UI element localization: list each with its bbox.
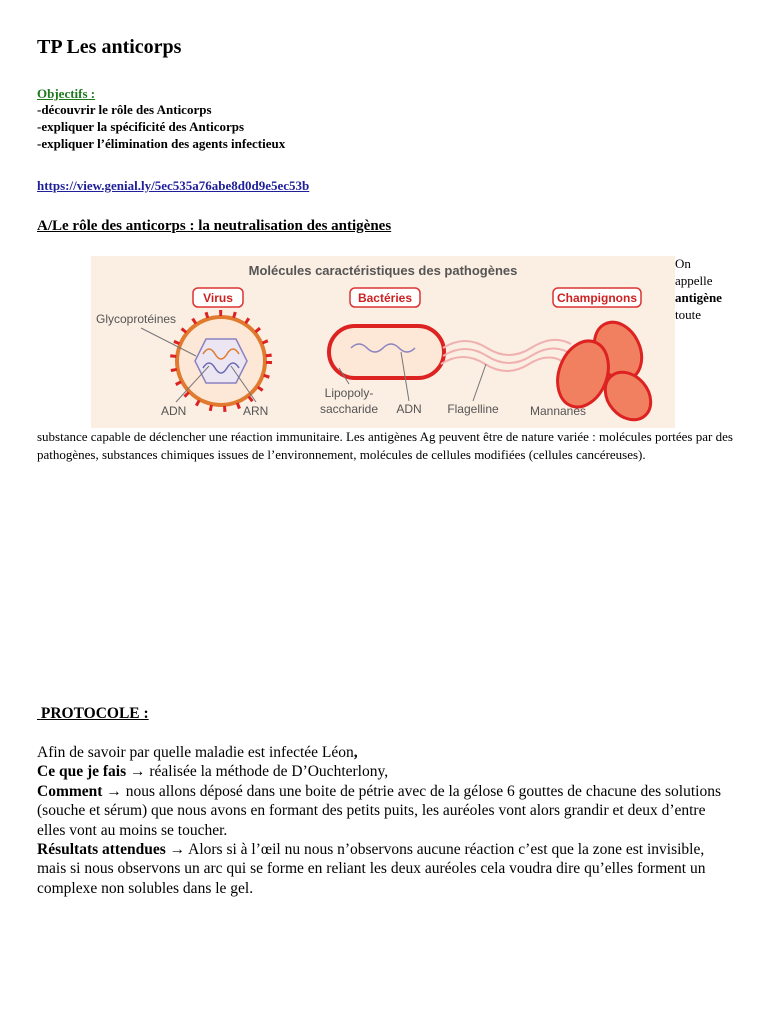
protocole-intro: Afin de savoir par quelle maladie est infectée Léon, [37, 744, 358, 761]
protocole-step-what: Ce que je fais → réalisée la méthode de D’Ouchterlony, [37, 763, 389, 781]
side-text-line: toute [675, 307, 701, 322]
flagelline-label: Flagelline [447, 402, 499, 416]
fungi-label: Champignons [557, 291, 637, 305]
bacteria-adn-label: ADN [396, 402, 422, 416]
virus-arn-label: ARN [243, 404, 269, 418]
genially-link[interactable]: https://view.genial.ly/5ec535a76abe8d0d9e5ec53b [37, 178, 310, 193]
virus-label: Virus [203, 291, 233, 305]
virus-adn-label: ADN [161, 404, 187, 418]
arrow-icon: → [106, 782, 122, 800]
objective-item: -découvrir le rôle des Anticorps [37, 102, 212, 117]
glyco-label: Glycoprotéines [96, 312, 177, 326]
page-title: TP Les anticorps [37, 36, 182, 58]
objectives-heading: Objectifs : [37, 86, 96, 101]
side-text-antigene: antigène [675, 290, 722, 305]
protocole-body [37, 743, 737, 898]
lipo-label-1: Lipopoly- [324, 386, 374, 400]
mannanes-label: Mannanes [529, 404, 587, 418]
protocole-step-how: Comment → nous allons déposé dans une boite de pétrie avec de la gélose 6 gouttes de chacune des solutions (souche et sérum) que nous avons en formant des petits puits, les auréoles vont alors grandir et deux d’entre elles vont au moins se toucher. [37, 782, 721, 839]
section-a-heading: A/Le rôle des anticorps : la neutralisation des antigènes [37, 218, 392, 234]
arrow-icon: → [169, 841, 186, 859]
bacteria-label: Bactéries [357, 291, 413, 305]
objective-item: -expliquer l’élimination des agents infectieux [37, 136, 286, 151]
lipo-label-2: saccharide [319, 402, 379, 416]
side-text-line: appelle [675, 273, 713, 288]
arrow-icon: → [130, 763, 146, 781]
objective-item: -expliquer la spécificité des Anticorps [37, 119, 245, 134]
side-text-line: On [675, 256, 691, 271]
figure-title: Molécules caractéristiques des pathogènes [248, 263, 518, 278]
pathogen-illustration [91, 256, 675, 428]
protocole-step-results: Résultats attendues → Alors si à l’œil nu nous n’observons aucune réaction c’est que la zone est invisible, mais si nous observons un arc qui se forme en reliant les deux auréoles cela voudra dire qu’elles forment un complexe non solubles dans le gel. [37, 841, 706, 897]
pathogen-figure [91, 256, 675, 428]
antigen-paragraph: substance capable de déclencher une réaction immunitaire. Les antigènes Ag peuvent être de nature variée : molécules portées par des pathogènes, substances chimiques issues de l’environnement, molécules de cellules modifiées (cellules cancéreuses). [37, 429, 733, 462]
protocole-heading: PROTOCOLE : [40, 705, 149, 722]
